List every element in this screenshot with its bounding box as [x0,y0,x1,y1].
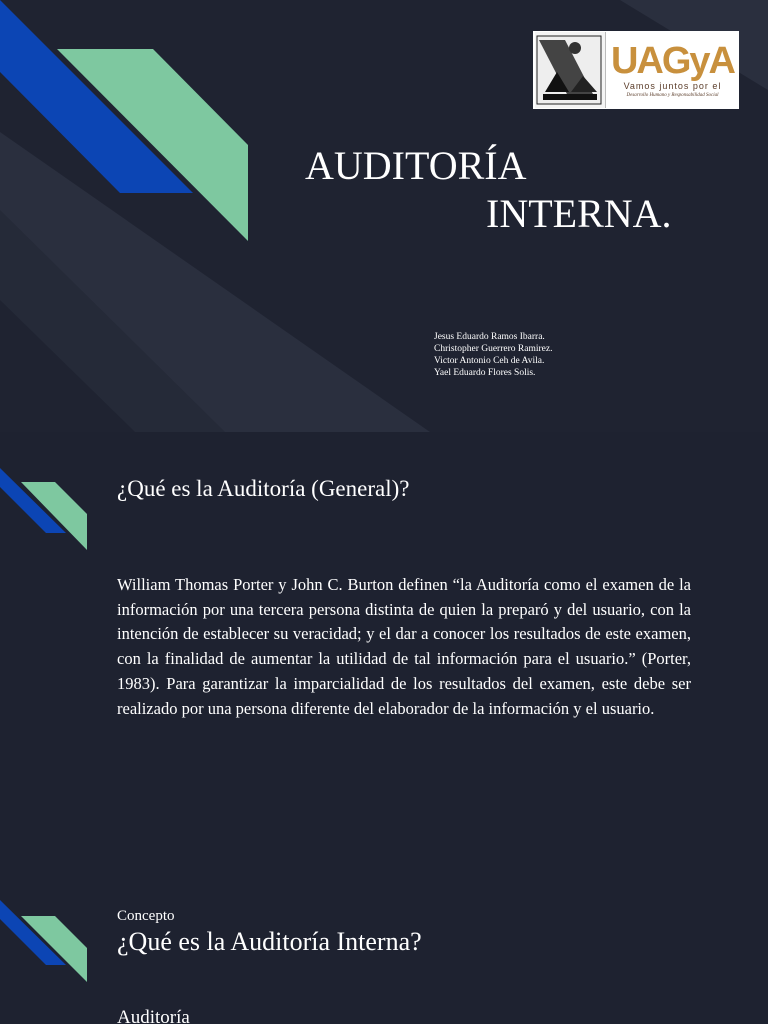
section-subheading: Auditoría [117,1007,190,1024]
author-name: Jesus Eduardo Ramos Ibarra. [434,332,545,342]
brand-tagline: Vamos juntos por el [623,81,722,91]
brand-wordmark: UAGyA [610,40,735,82]
section-decoration [0,432,120,562]
definition-paragraph: William Thomas Porter y John C. Burton definen “la Auditoría como el examen de la información por una tercera persona distinta de quien la preparó y del usuario, con la intención de establecer su veracidad; y el dar a conocer los resultados de este examen, con la finalidad de aumentar la utilidad de tal información para el usuario.” (Porter, 1983). Para garantizar la imparcialidad de los resultados del examen, este debe ser realizado por una persona diferente del elaborador de la información y el usuario. [117,575,691,718]
internal-audit-slide [0,864,768,1024]
title-line-2: INTERNA. [486,191,672,236]
university-seal-icon [535,32,606,108]
author-name: Yael Eduardo Flores Solis. [434,368,536,378]
university-logo [533,31,739,109]
section-heading: ¿Qué es la Auditoría (General)? [117,476,410,501]
title-slide [0,0,768,432]
general-definition-slide [0,432,768,864]
author-name: Christopher Guerrero Ramirez. [434,344,553,354]
title-line-1: AUDITORÍA [305,143,527,188]
section-kicker: Concepto [117,908,175,924]
brand-subline: Desarrollo Humano y Responsabilidad Social [626,93,719,98]
author-name: Victor Antonio Ceh de Avila. [434,356,545,366]
section-heading: ¿Qué es la Auditoría Interna? [117,927,422,956]
section-decoration [0,864,120,994]
author-list [434,331,552,379]
